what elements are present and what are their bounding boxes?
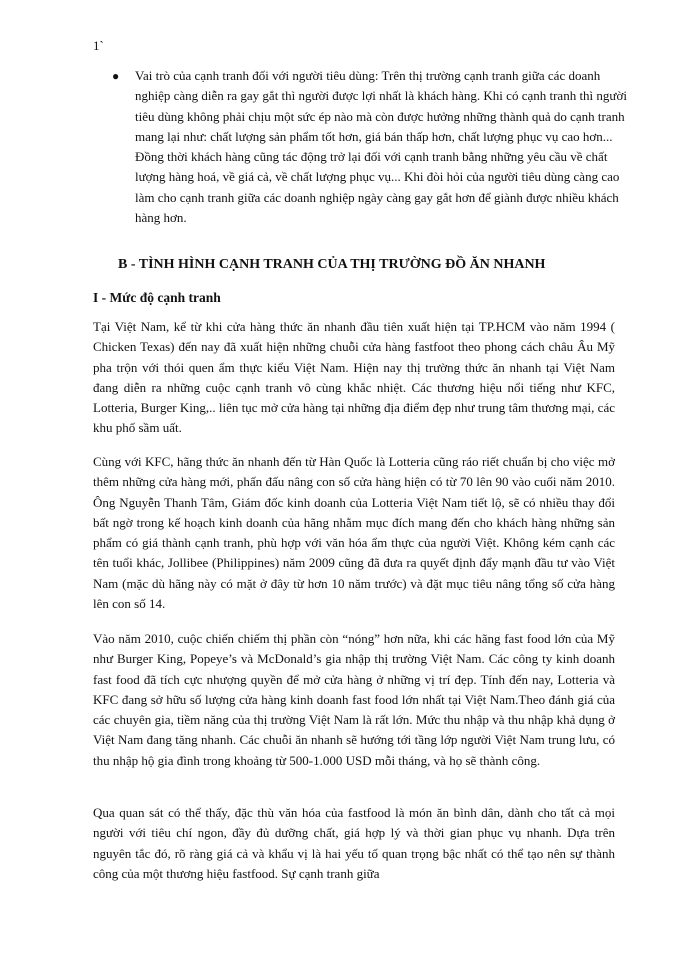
bullet-item <box>112 66 630 228</box>
bullet-text: Vai trò của cạnh tranh đối với người tiêu dùng: Trên thị trường cạnh tranh giữa các doanh nghiệp càng diễn ra gay gắt thì người được lợi nhất là khách hàng. Khi có cạnh tranh thì người tiêu dùng không phải chịu một sức ép nào mà còn được hưởng những thành quả do cạnh tranh mang lại như: chất lượng sản phẩm tốt hơn, giá bán thấp hơn, chất lượng phục vụ cao hơn... Đồng thời khách hàng cũng tác động trở lại đối với cạnh tranh bằng những yêu cầu về chất lượng hàng hoá, về giá cả, về chất lượng phục vụ... Khi đòi hỏi của người tiêu dùng càng cao làm cho cạnh tranh giữa các doanh nghiệp ngày càng gay gắt hơn để giành được nhiều khách hàng hơn. <box>135 68 627 226</box>
page-marker: 1` <box>93 38 104 53</box>
paragraph: Tại Việt Nam, kể từ khi cửa hàng thức ăn nhanh đầu tiên xuất hiện tại TP.HCM vào năm 1994 ( Chicken Texas) đến nay đã xuất hiện những chuỗi cửa hàng fastfoot theo phong cách châu Âu Mỹ pha trộn với thói quen ẩm thực kiểu Việt Nam. Hiện nay thị trường thức ăn nhanh tại Việt Nam đang diễn ra những cuộc cạnh tranh vô cùng khắc nhiệt. Các thương hiệu nổi tiếng như KFC, Lotteria, Burger King,.. liên tục mở cửa hàng tại những địa điểm đẹp như trung tâm thương mại, các khu phố sầm uất. <box>93 319 615 436</box>
paragraph: Vào năm 2010, cuộc chiến chiếm thị phần còn “nóng” hơn nữa, khi các hãng fast food lớn của Mỹ như Burger King, Popeye’s và McDonald’s gia nhập thị trường Việt Nam. Các công ty kinh doanh fast food đã tích cực nhượng quyền để mở cửa hàng ở những vị trí đẹp. Tính đến nay, Lotteria và KFC đang sở hữu số lượng cửa hàng kinh doanh fast food lớn nhất tại Việt Nam.Theo đánh giá của các chuyên gia, tiềm năng của thị trường Việt Nam là rất lớn. Mức thu nhập và thu nhập khả dụng ở Việt Nam đang tăng nhanh. Các chuỗi ăn nhanh sẽ hướng tới tầng lớp người Việt Nam trung lưu, có thu nhập hộ gia đình trong khoảng từ 500-1.000 USD mỗi tháng, và họ sẽ thành công. <box>93 631 615 768</box>
paragraph: Cùng với KFC, hãng thức ăn nhanh đến từ Hàn Quốc là Lotteria cũng ráo riết chuẩn bị cho việc mở thêm những cửa hàng mới, phấn đấu nâng con số cửa hàng hiện có từ 70 lên 90 vào cuối năm 2010. Ông Nguyễn Thanh Tâm, Giám đốc kinh doanh của Lotteria Việt Nam tiết lộ, sẽ có nhiều thay đổi bất ngờ trong kế hoạch kinh doanh của hãng nhằm mục đích mang đến cho khách hàng những sản phẩm có giá thành cạnh tranh, phù hợp với văn hóa ẩm thực của người Việt. Không kém cạnh các tên tuổi khác, Jollibee (Philippines) năm 2009 cũng đã đưa ra quyết định đẩy mạnh đầu tư vào Việt Nam (mặc dù hãng này có mặt ở đây từ hơn 10 năm trước) và đặt mục tiêu nâng tổng số cửa hàng lên con số 14. <box>93 454 615 612</box>
section-heading: B - TÌNH HÌNH CẠNH TRANH CỦA THỊ TRƯỜNG ĐỒ ĂN NHANH <box>118 257 546 272</box>
sub-heading: I - Mức độ cạnh tranh <box>93 290 221 305</box>
paragraph: Qua quan sát có thể thấy, đặc thù văn hóa của fastfood là món ăn bình dân, dành cho tất cả mọi người với tiêu chí ngon, đầy đủ dưỡng chất, giá hợp lý và thời gian phục vụ nhanh. Dựa trên nguyên tắc đó, rõ ràng giá cả và khẩu vị là hai yếu tố quan trọng bậc nhất có thể tạo nên sự thành công của một thương hiệu fastfood. Sự cạnh tranh giữa <box>93 805 615 881</box>
bullet-dot-icon: ● <box>112 69 120 83</box>
